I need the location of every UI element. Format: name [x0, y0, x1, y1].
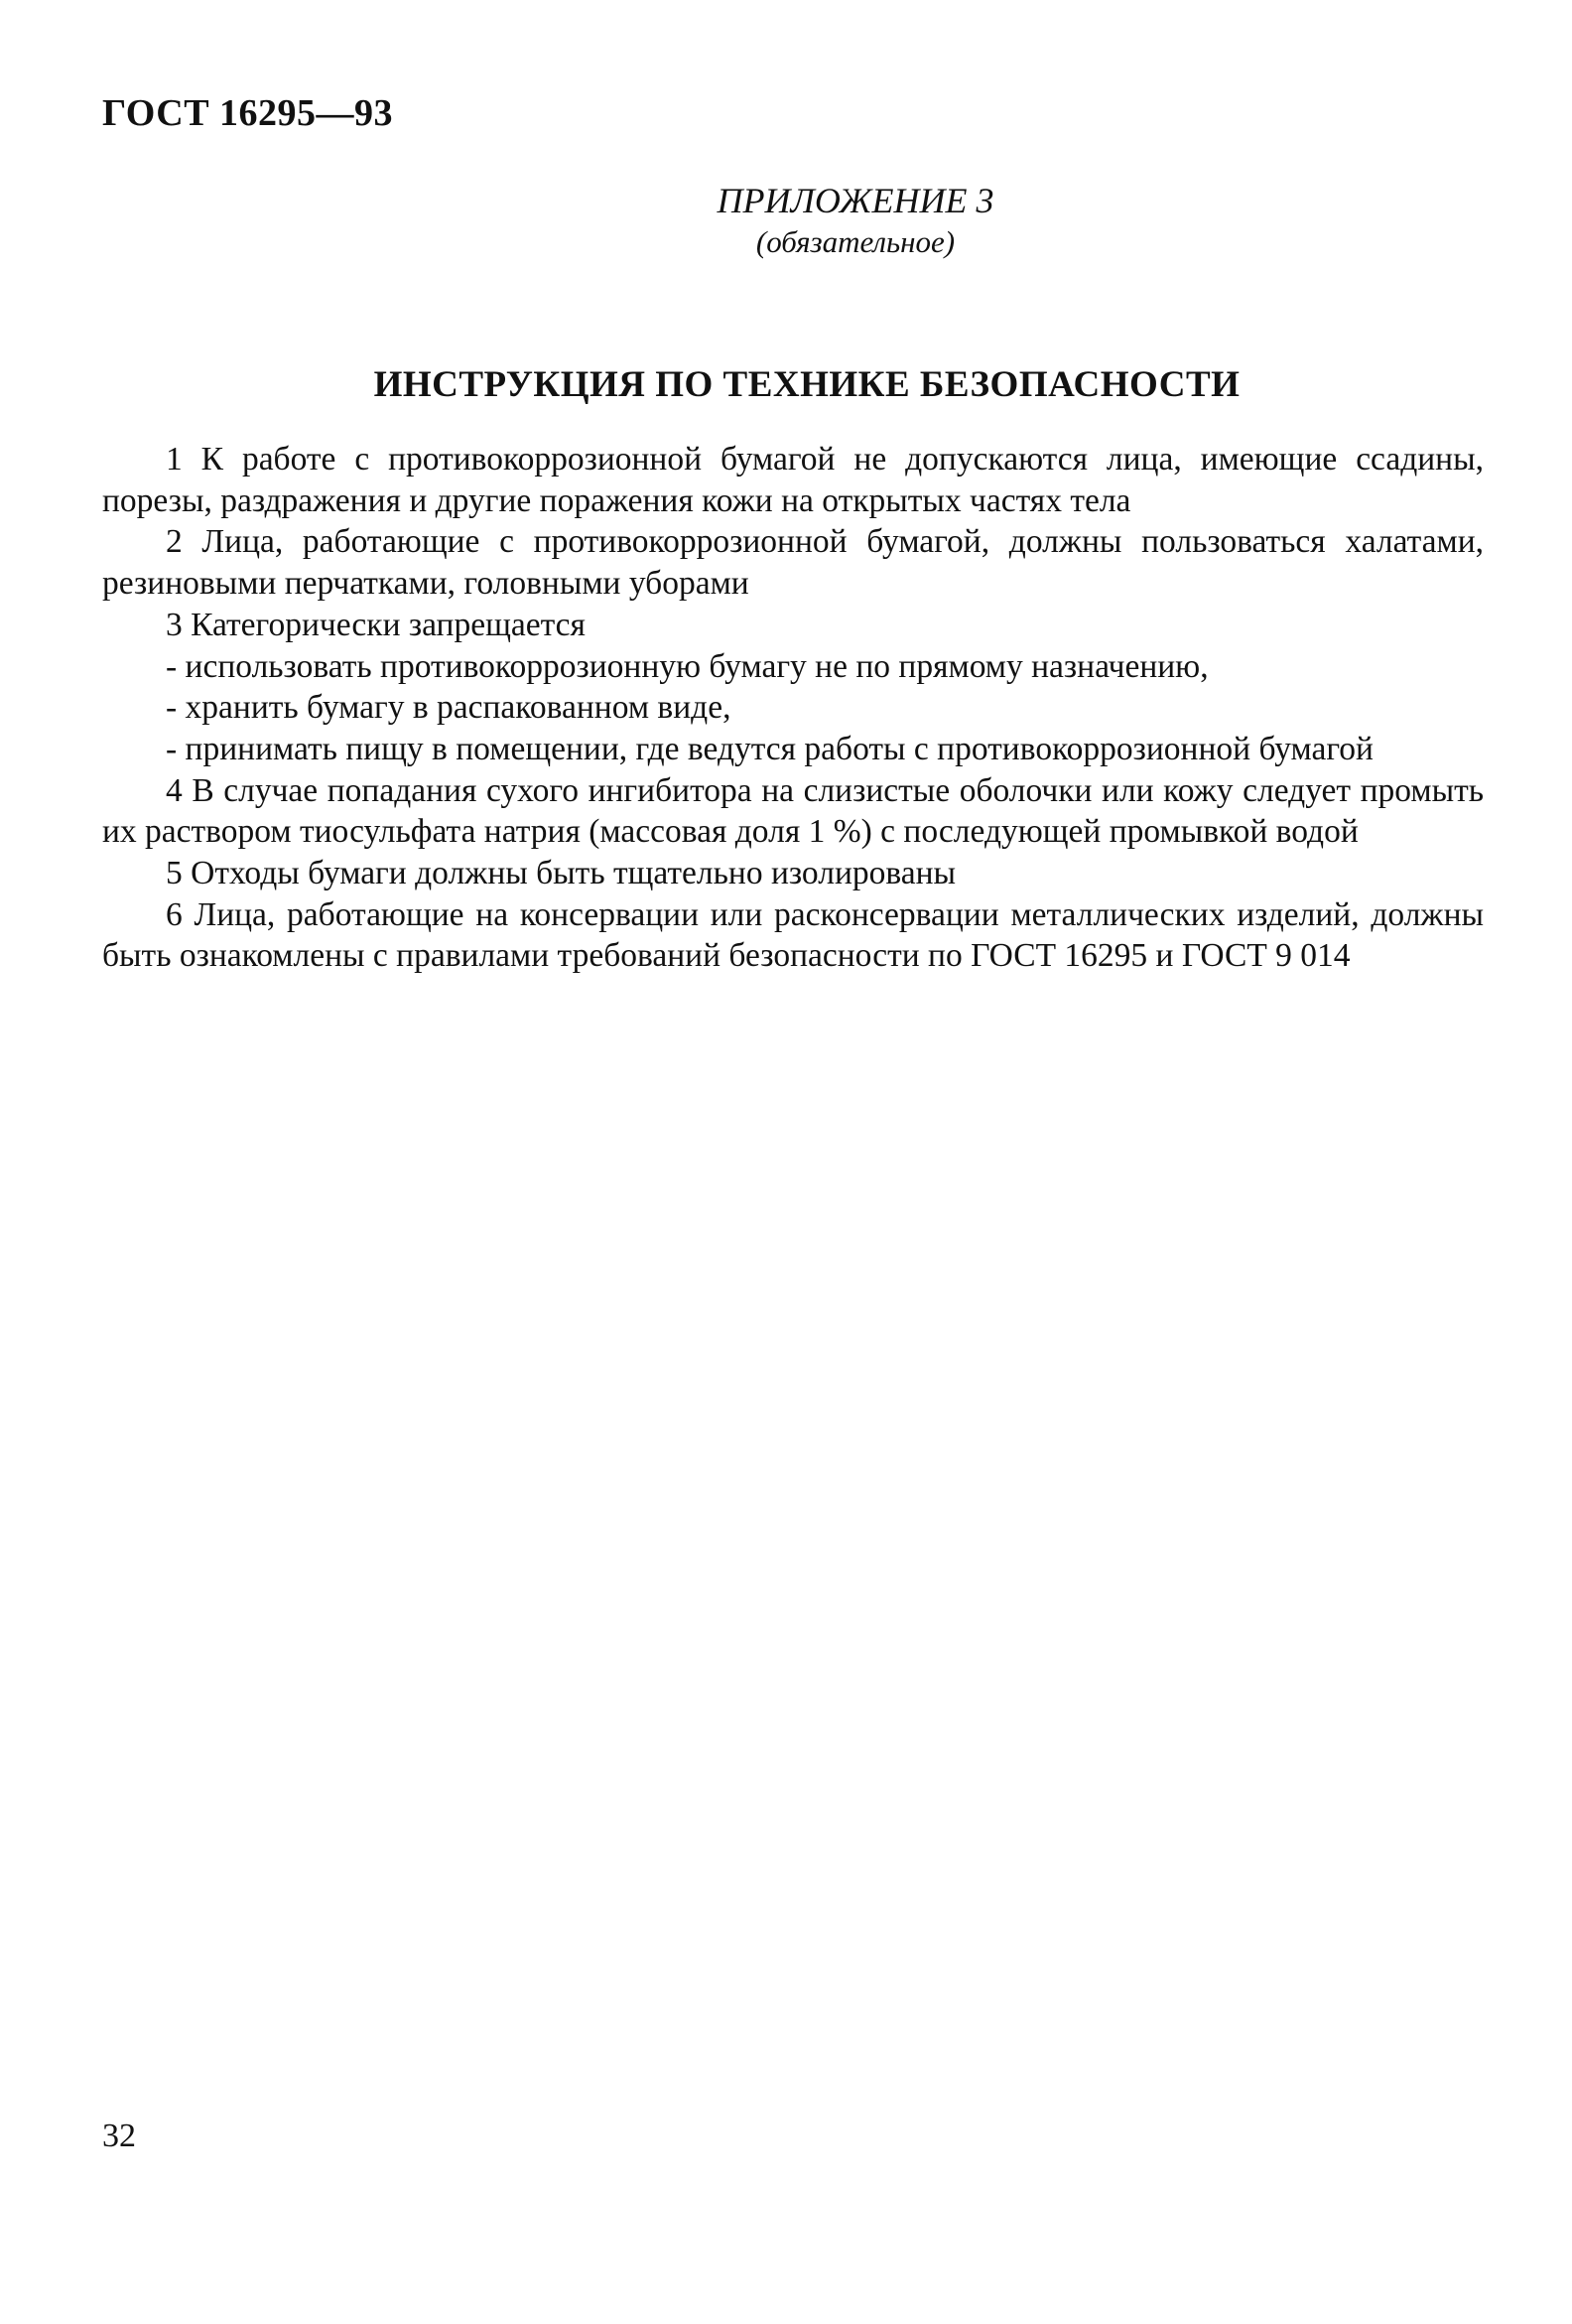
prohibition-item-3: - принимать пищу в помещении, где ведутся работы с противокоррозионной бумагой — [166, 730, 1374, 767]
paragraph-2: 2 Лица, работающие с противокоррозионной бумагой, должны пользоваться халатами, резиновыми перчатками, головными уборами — [102, 523, 1484, 603]
prohibition-item-1: - использовать противокоррозионную бумагу не по прямому назначению, — [166, 647, 1209, 685]
page-number: 32 — [102, 2118, 136, 2154]
appendix-status: (обязательное) — [755, 224, 956, 259]
document-code: ГОСТ 16295—93 — [102, 92, 394, 134]
paragraph-6: 6 Лица, работающие на консервации или расконсервации металлических изделий, должны быть ознакомлены с правилами требований безопасности по ГОСТ 16295 и ГОСТ 9 014 — [102, 895, 1484, 975]
paragraph-3: 3 Категорически запрещается — [166, 606, 586, 643]
instruction-body — [102, 439, 1484, 977]
paragraph-4: 4 В случае попадания сухого ингибитора на слизистые оболочки или кожу следует промыть их раствором тиосульфата натрия (массовая доля 1 %) с последующей промывкой водой — [102, 771, 1484, 851]
prohibition-item-2: - хранить бумагу в распакованном виде, — [166, 689, 731, 727]
paragraph-1: 1 К работе с противокоррозионной бумагой не допускаются лица, имеющие ссадины, порезы, раздражения и другие поражения кожи на открытых частях тела — [102, 441, 1484, 519]
appendix-title: ПРИЛОЖЕНИЕ 3 — [717, 181, 994, 220]
section-title: ИНСТРУКЦИЯ ПО ТЕХНИКЕ БЕЗОПАСНОСТИ — [373, 364, 1241, 405]
paragraph-5: 5 Отходы бумаги должны быть тщательно изолированы — [166, 855, 957, 892]
